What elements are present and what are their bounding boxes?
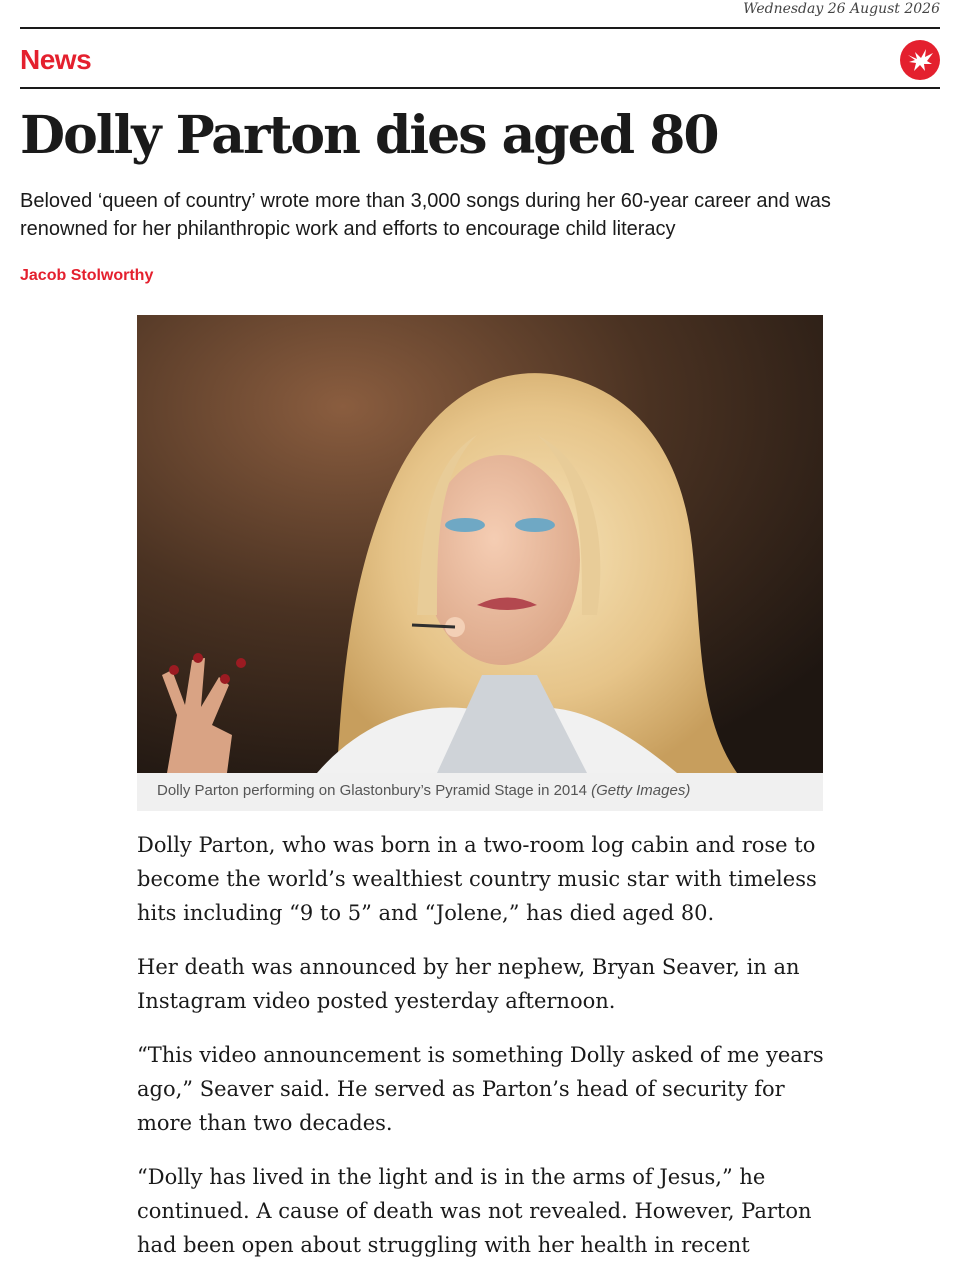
- section-header: [20, 38, 940, 82]
- article-body: [137, 828, 827, 1280]
- article-headline: Dolly Parton dies aged 80: [20, 105, 718, 166]
- dateline: Wednesday 26 August 2026: [743, 1, 940, 17]
- image-caption: [137, 773, 823, 811]
- article-standfirst: Beloved ‘queen of country’ wrote more than 3,000 songs during her 60-year career and was renowned for her philanthropic work and efforts to encourage child literacy: [20, 190, 831, 240]
- header-bottom-rule: [20, 87, 940, 89]
- eagle-icon[interactable]: [900, 40, 940, 80]
- body-paragraph: “Dolly has lived in the light and is in the arms of Jesus,” he continued. A cause of death was not revealed. However, Parton had been open about struggling with her health in recent: [137, 1165, 812, 1257]
- lead-photo[interactable]: [137, 315, 823, 773]
- body-paragraph: Her death was announced by her nephew, Bryan Seaver, in an Instagram video posted yesterday afternoon.: [137, 955, 800, 1013]
- caption-credit: (Getty Images): [591, 782, 691, 799]
- caption-text: Dolly Parton performing on Glastonbury’s Pyramid Stage in 2014: [157, 782, 592, 799]
- body-paragraph: “This video announcement is something Dolly asked of me years ago,” Seaver said. He served as Parton’s head of security for more than two decades.: [137, 1043, 824, 1135]
- author-byline-link[interactable]: Jacob Stolworthy: [20, 267, 154, 284]
- section-link-news[interactable]: News: [20, 44, 92, 75]
- lead-image-figure: [137, 315, 823, 811]
- header-top-rule: [20, 27, 940, 29]
- body-paragraph: Dolly Parton, who was born in a two-room log cabin and rose to become the world’s wealthiest country music star with timeless hits including “9 to 5” and “Jolene,” has died aged 80.: [137, 833, 817, 925]
